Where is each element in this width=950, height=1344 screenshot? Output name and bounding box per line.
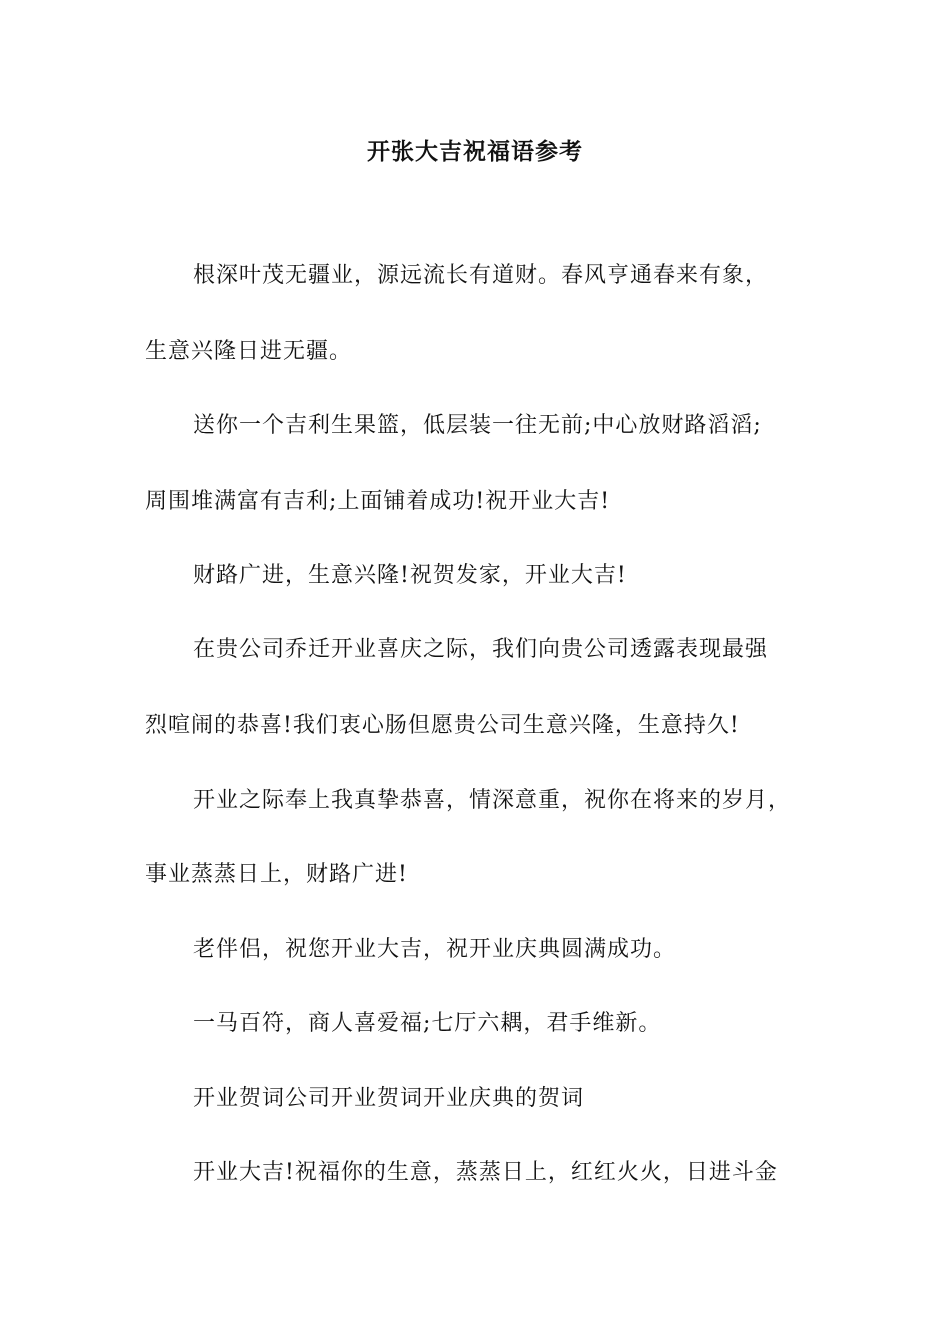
paragraph-line: 财路广进，生意兴隆!祝贺发家，开业大吉! <box>193 563 627 588</box>
paragraph-line: 生意兴隆日进无疆。 <box>145 339 353 364</box>
paragraph-line: 送你一个吉利生果篮，低层装一往无前;中心放财路滔滔; <box>193 413 762 438</box>
paragraph-line: 在贵公司乔迁开业喜庆之际，我们向贵公司透露表现最强 <box>193 637 769 662</box>
paragraph-line: 开业贺词公司开业贺词开业庆典的贺词 <box>193 1086 585 1111</box>
paragraph-line: 根深叶茂无疆业，源远流长有道财。春风亨通春来有象， <box>193 263 769 288</box>
paragraph-line: 开业大吉!祝福你的生意，蒸蒸日上，红红火火，日进斗金 <box>193 1160 778 1185</box>
paragraph-line: 烈喧闹的恭喜!我们衷心肠但愿贵公司生意兴隆，生意持久! <box>145 713 740 738</box>
paragraph-line: 事业蒸蒸日上，财路广进! <box>145 862 408 887</box>
paragraph-line: 一马百符，商人喜爱福;七厅六耦，君手维新。 <box>193 1011 662 1036</box>
paragraph-line: 周围堆满富有吉利;上面铺着成功!祝开业大吉! <box>145 489 611 514</box>
paragraph-line: 开业之际奉上我真挚恭喜，情深意重，祝你在将来的岁月， <box>193 788 792 813</box>
paragraph-line: 老伴侣，祝您开业大吉，祝开业庆典圆满成功。 <box>193 937 677 962</box>
document-title: 开张大吉祝福语参考 <box>367 138 583 165</box>
